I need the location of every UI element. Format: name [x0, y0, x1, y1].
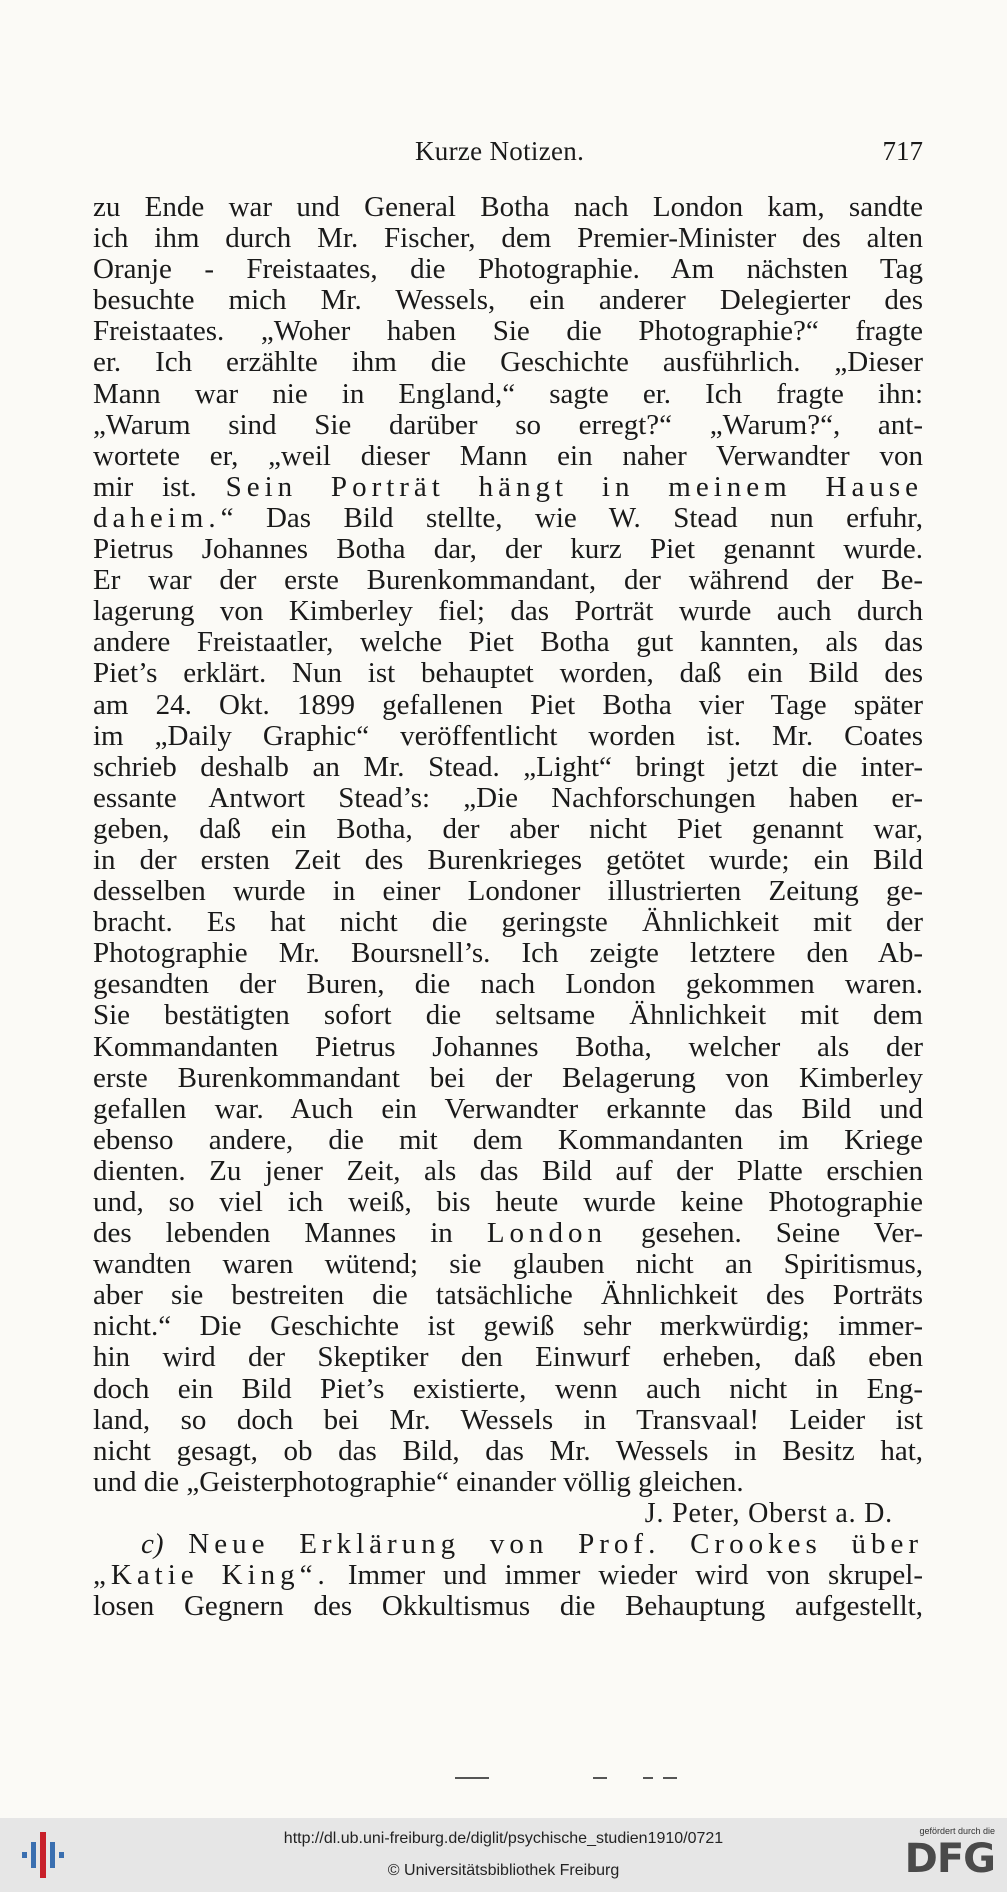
text-line: und, so viel ich weiß, bis heute wurde keine Photographie: [93, 1186, 923, 1218]
text-line: lagerung von Kimberley fiel; das Porträt wurde auch durch: [93, 595, 923, 628]
text-line-spaced: [93, 472, 923, 503]
text-line: Mann war nie in England,“ sagte er. Ich fragte ihn:: [93, 377, 923, 410]
signature: J. Peter, Oberst a. D.: [644, 1497, 893, 1529]
copyright-notice: © Universitätsbibliothek Freiburg: [387, 1862, 620, 1879]
text-line: gesandten der Buren, die nach London gekommen waren.: [93, 968, 923, 1001]
text-line-spaced: [93, 1560, 923, 1591]
text-line: nicht gesagt, ob das Bild, das Mr. Wessels in Besitz hat,: [93, 1434, 923, 1467]
text-line: im „Daily Graphic“ veröffentlicht worden ist. Mr. Coates: [93, 719, 923, 752]
text-line: Photographie Mr. Boursnell’s. Ich zeigte letztere den Ab-: [93, 937, 923, 970]
scan-mark: [663, 1777, 677, 1779]
text-run: des lebenden Mannes in: [93, 1217, 487, 1250]
text-line: Kommandanten Pietrus Johannes Botha, welcher als der: [93, 1030, 923, 1063]
text-line: ich ihm durch Mr. Fischer, dem Premier-Minister des alten: [93, 222, 923, 255]
text-line: dienten. Zu jener Zeit, als das Bild auf der Platte erschien: [93, 1154, 923, 1187]
text-line: am 24. Okt. 1899 gefallenen Piet Botha vier Tage später: [93, 688, 923, 721]
text-line: gefallen war. Auch ein Verwandter erkannte das Bild und: [93, 1092, 923, 1125]
text-line: doch ein Bild Piet’s existierte, wenn auch nicht in Eng-: [93, 1372, 923, 1405]
text-line: geben, daß ein Botha, der aber nicht Piet genannt war,: [93, 812, 923, 845]
text-line-spaced: [93, 1218, 923, 1249]
text-line: bracht. Es hat nicht die geringste Ähnlichkeit mit der: [93, 906, 923, 939]
dfg-caption: gefördert durch die: [919, 1826, 995, 1836]
text-line: andere Freistaatler, welche Piet Botha gut kannten, als das: [93, 626, 923, 659]
text-line: nicht.“ Die Geschichte ist gewiß sehr merkwürdig; immer-: [93, 1310, 923, 1343]
text-line: aber sie bestreiten die tatsächliche Ähnlichkeit des Porträts: [93, 1279, 923, 1312]
page-number: 717: [882, 136, 923, 166]
text-line: losen Gegnern des Okkultismus die Behauptung aufgestellt,: [93, 1590, 923, 1623]
text-line: Sie bestätigten sofort die seltsame Ähnlichkeit mit dem: [93, 999, 923, 1032]
spaced-emphasis: Sein Porträt hängt in meinem Hause: [225, 470, 924, 503]
text-line: Piet’s erklärt. Nun ist behauptet worden, daß ein Bild des: [93, 657, 923, 690]
text-line: land, so doch bei Mr. Wessels in Transvaal! Leider ist: [93, 1403, 923, 1436]
text-line: desselben wurde in einer Londoner illustrierten Zeitung ge-: [93, 875, 923, 908]
text-line-last: und die „Geisterphotographie“ einander völlig gleichen.: [93, 1465, 744, 1498]
section-title: Neue Erklärung von Prof. Crookes über: [188, 1528, 924, 1561]
text-line-spaced: [93, 503, 923, 534]
spaced-emphasis: „Katie King“.: [93, 1559, 330, 1592]
text-line: ebenso andere, die mit dem Kommandanten im Kriege: [93, 1123, 923, 1156]
text-line: Pietrus Johannes Botha dar, der kurz Piet genannt wurde.: [93, 533, 923, 566]
dfg-logo: DFG: [904, 1836, 995, 1882]
scan-mark: [455, 1777, 489, 1779]
text-line: zu Ende war und General Botha nach London kam, sandte: [93, 191, 923, 223]
text-line: „Warum sind Sie darüber so erregt?“ „Warum?“, ant-: [93, 408, 923, 441]
text-run: gesehen. Seine Ver-: [607, 1217, 924, 1250]
running-head: Kurze Notizen.: [415, 136, 585, 166]
section-c-heading: [93, 1529, 923, 1560]
text-line: in der ersten Zeit des Burenkrieges getötet wurde; ein Bild: [93, 843, 923, 876]
text-line: wandten waren wütend; sie glauben nicht an Spiritismus,: [93, 1248, 923, 1281]
text-line: erste Burenkommandant bei der Belagerung von Kimberley: [93, 1061, 923, 1094]
text-run: mir ist.: [93, 470, 226, 503]
spaced-emphasis: London: [486, 1217, 608, 1250]
spaced-emphasis: daheim.: [93, 501, 221, 534]
text-run: Immer und immer wieder wird von skrupel-: [329, 1559, 923, 1592]
section-label: c): [141, 1528, 164, 1561]
text-line: schrieb deshalb an Mr. Stead. „Light“ bringt jetzt die inter-: [93, 750, 923, 783]
scan-mark: [593, 1777, 607, 1779]
text-line: Er war der erste Burenkommandant, der während der Be-: [93, 564, 923, 597]
text-line: essante Antwort Stead’s: „Die Nachforschungen haben er-: [93, 781, 923, 814]
text-run: “ Das Bild stellte, wie W. Stead nun erfuhr,: [220, 501, 923, 534]
dfg-badge: [899, 1826, 995, 1888]
text-line: wortete er, „weil dieser Mann ein naher Verwandter von: [93, 439, 923, 472]
text-line: er. Ich erzählte ihm die Geschichte ausführlich. „Dieser: [93, 346, 923, 379]
scan-mark: [643, 1777, 653, 1779]
text-line: hin wird der Skeptiker den Einwurf erheben, daß eben: [93, 1341, 923, 1374]
page-header: [93, 136, 923, 172]
text-line: besuchte mich Mr. Wessels, ein anderer Delegierter des: [93, 284, 923, 317]
text-line: Freistaates. „Woher haben Sie die Photographie?“ fragte: [93, 315, 923, 348]
text-line: Oranje - Freistaates, die Photographie. Am nächsten Tag: [93, 253, 923, 286]
body-text: [93, 192, 923, 1622]
viewer-footer: [0, 1818, 1007, 1892]
page-bottom-marks: [455, 1777, 695, 1791]
document-url[interactable]: http://dl.ub.uni-freiburg.de/diglit/psychische_studien1910/0721: [283, 1830, 724, 1847]
